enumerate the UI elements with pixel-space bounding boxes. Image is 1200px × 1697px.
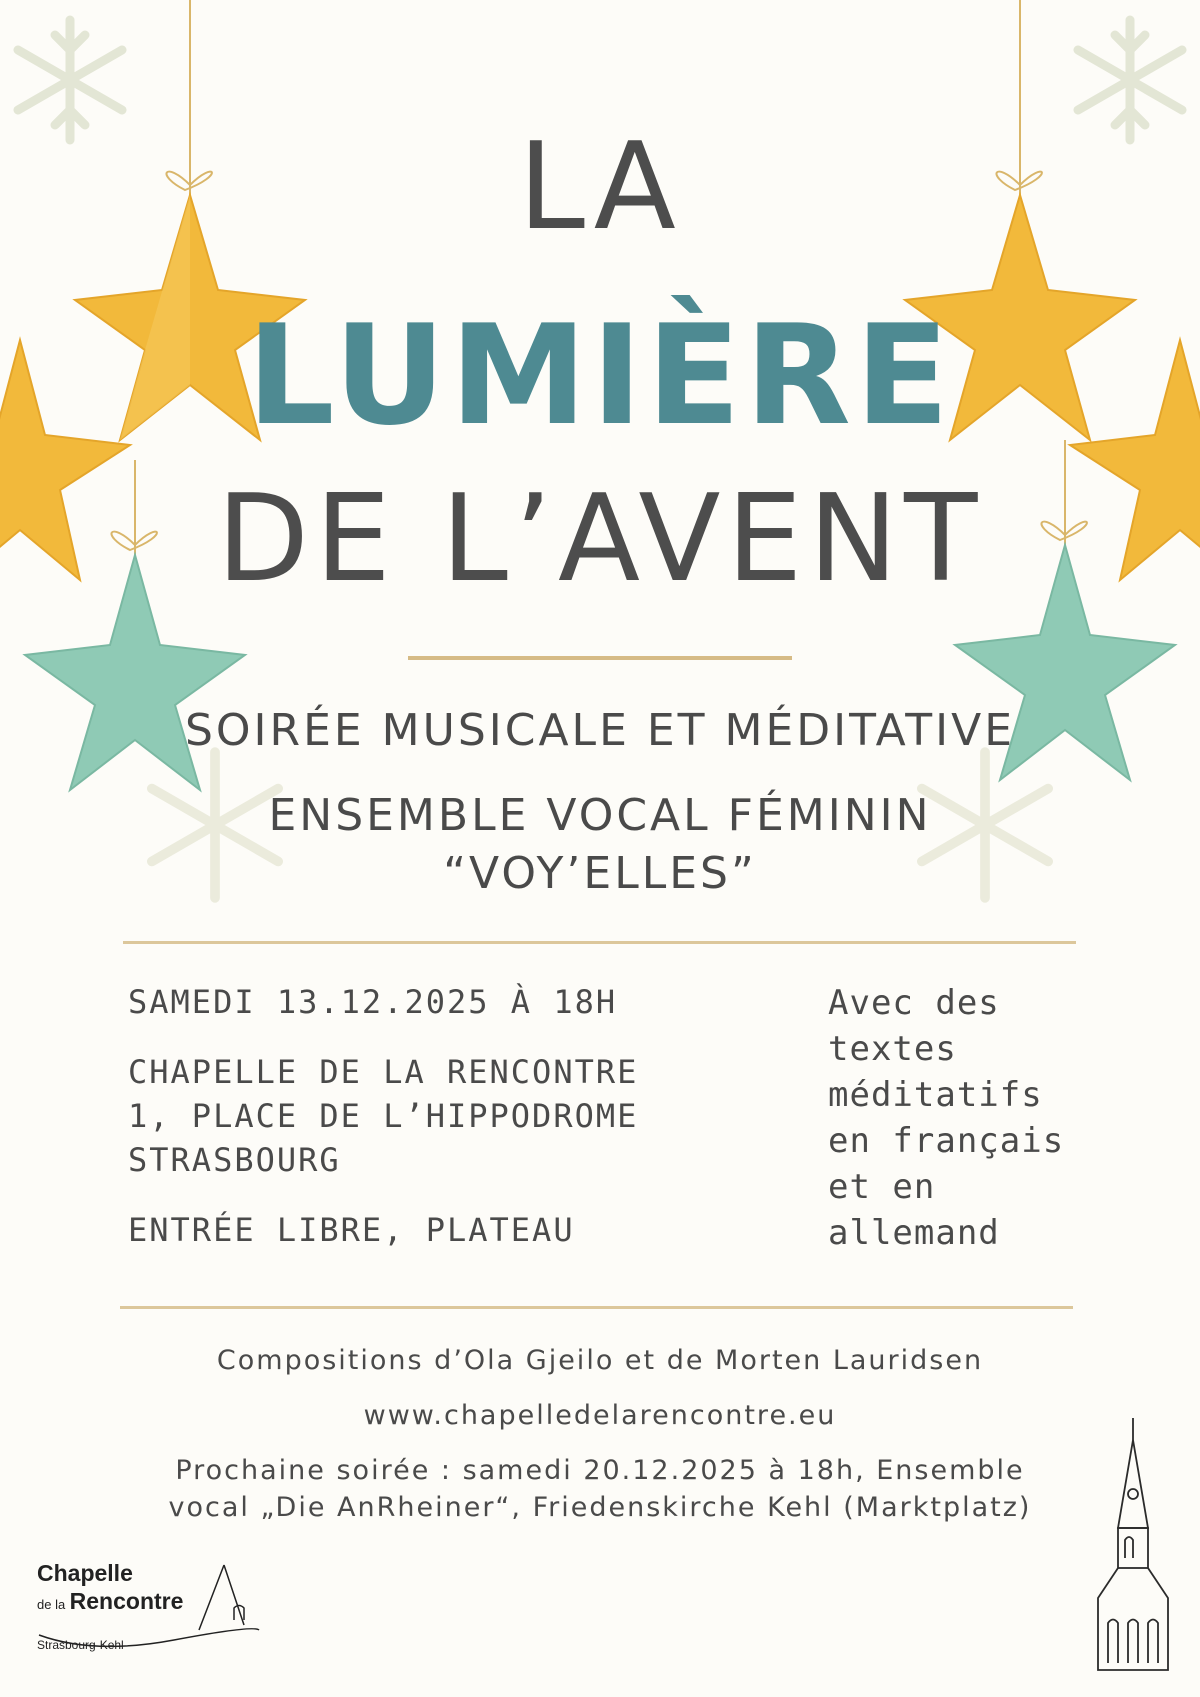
- side-note-line: méditatifs: [828, 1075, 1043, 1115]
- logo-name-line1: Chapelle: [37, 1560, 133, 1586]
- section-divider-top: [123, 941, 1076, 944]
- event-details: [128, 980, 808, 1252]
- venue-city: STRASBOURG: [128, 1141, 341, 1179]
- venue-address: 1, PLACE DE L’HIPPODROME: [128, 1097, 639, 1135]
- side-note-line: en français: [828, 1121, 1065, 1161]
- title-line-lumiere: LUMIÈRE: [246, 295, 954, 456]
- event-date: SAMEDI 13.12.2025 À 18H: [128, 983, 618, 1021]
- logo-place: Strasbourg-Kehl: [37, 1638, 124, 1652]
- logo-name-prefix: de la: [37, 1597, 66, 1612]
- ensemble-name-line1: ENSEMBLE VOCAL FÉMININ: [268, 790, 932, 841]
- church-steeple-icon: [1093, 1418, 1173, 1673]
- entry-info: ENTRÉE LIBRE, PLATEAU: [128, 1211, 575, 1249]
- title-line-avent: DE L’AVENT: [216, 470, 984, 609]
- logo-name-line2: Rencontre: [69, 1588, 184, 1614]
- compositions-credit: Compositions d’Ola Gjeilo et de Morten Lauridsen: [216, 1345, 984, 1376]
- side-note-line: allemand: [828, 1213, 1000, 1253]
- event-subtitle: SOIRÉE MUSICALE ET MÉDITATIVE: [184, 705, 1016, 756]
- side-note-line: textes: [828, 1029, 957, 1069]
- title-line-la: LA: [518, 118, 682, 257]
- side-note: [828, 980, 1128, 1256]
- website-link[interactable]: www.chapelledelarencontre.eu: [363, 1400, 837, 1431]
- next-event-line1: Prochaine soirée : samedi 20.12.2025 à 18h, Ensemble: [175, 1455, 1025, 1486]
- section-divider-bottom: [120, 1306, 1073, 1309]
- venue-name: CHAPELLE DE LA RENCONTRE: [128, 1053, 639, 1091]
- title-divider: [408, 656, 792, 660]
- next-event-line2: vocal „Die AnRheiner“, Friedenskirche Kehl (Marktplatz): [168, 1492, 1032, 1523]
- ensemble-name-line2: “VOY’ELLES”: [443, 848, 757, 899]
- side-note-line: Avec des: [828, 983, 1000, 1023]
- logo-chapel-icon: [34, 1560, 264, 1660]
- side-note-line: et en: [828, 1167, 936, 1207]
- chapelle-logo: [34, 1560, 264, 1660]
